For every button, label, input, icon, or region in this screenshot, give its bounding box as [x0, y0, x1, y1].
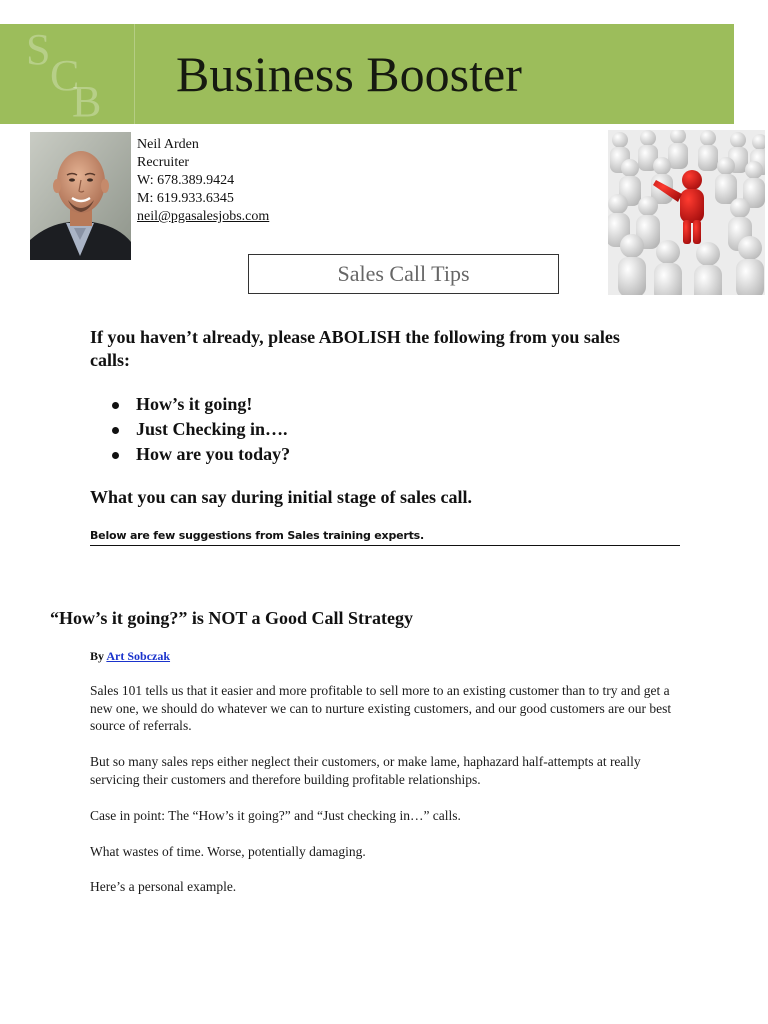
list-item-text: How’s it going! — [136, 394, 253, 414]
what-to-say-heading: What you can say during initial stage of sales call. — [90, 487, 473, 507]
bullet-icon — [112, 427, 119, 434]
scb-logo — [0, 24, 135, 124]
article-paragraph: What wastes of time. Worse, potentially damaging. — [90, 844, 366, 859]
list-item — [110, 442, 290, 467]
contact-work-phone: W: 678.389.9424 — [137, 173, 235, 188]
contact-email-link[interactable]: neil@pgasalesjobs.com — [137, 209, 270, 224]
article-paragraph: Here’s a personal example. — [90, 879, 237, 894]
contact-mobile-phone: M: 619.933.6345 — [137, 191, 234, 206]
article-paragraph: But so many sales reps either neglect their customers, or make lame, haphazard half-attempts at really servicing their customers and therefore building profitable relationships. — [90, 754, 641, 787]
contact-name: Neil Arden — [137, 137, 199, 152]
article-title: “How’s it going?” is NOT a Good Call Strategy — [50, 608, 414, 628]
abolish-list — [110, 392, 290, 467]
bullet-icon — [112, 402, 119, 409]
article-paragraph: Case in point: The “How’s it going?” and “Just checking in…” calls. — [90, 808, 461, 823]
leader-in-crowd-illustration — [608, 130, 765, 295]
list-item-text: How are you today? — [136, 444, 291, 464]
contact-role: Recruiter — [137, 155, 190, 170]
bullet-icon — [112, 452, 119, 459]
recruiter-photo — [30, 132, 131, 260]
list-item-text: Just Checking in…. — [136, 419, 288, 439]
suggestions-note: Below are few suggestions from Sales training experts. — [90, 528, 680, 546]
newsletter-banner — [0, 24, 734, 124]
logo-letter-c: C — [50, 51, 80, 100]
logo-letter-s: S — [26, 25, 51, 74]
sales-call-tips-heading: Sales Call Tips — [248, 254, 559, 294]
contact-block — [137, 136, 269, 226]
article-byline — [90, 648, 170, 664]
article-paragraph: Sales 101 tells us that it easier and more profitable to sell more to an existing customer than to try and get a new one, we should do whatever we can to nurture existing customers, and our good customers are our best source of referrals. — [90, 683, 672, 733]
logo-letter-b: B — [72, 77, 102, 126]
abolish-intro: If you haven’t already, please ABOLISH the following from you sales calls: — [90, 327, 620, 370]
list-item — [110, 417, 290, 442]
byline-label: By — [90, 649, 105, 663]
list-item — [110, 392, 290, 417]
author-link[interactable]: Art Sobczak — [106, 649, 171, 663]
newsletter-title: Business Booster — [176, 46, 522, 102]
